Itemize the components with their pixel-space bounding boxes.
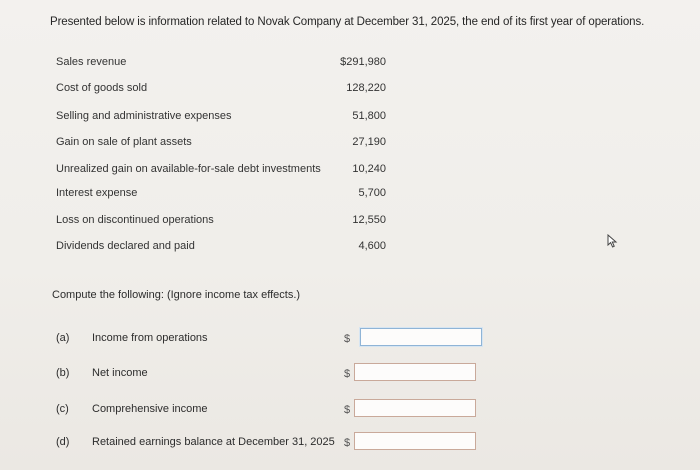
question-letter: (c) — [56, 403, 69, 415]
item-row-dividends — [56, 240, 386, 258]
item-row-interest-expense — [56, 187, 386, 205]
item-value: $291,980 — [340, 56, 386, 68]
currency-symbol: $ — [344, 368, 351, 380]
question-row-d — [56, 432, 486, 454]
item-label: Dividends declared and paid — [56, 240, 195, 252]
currency-symbol: $ — [344, 404, 351, 416]
item-value: 51,800 — [352, 110, 386, 122]
item-label: Unrealized gain on available-for-sale debt investments — [56, 163, 321, 175]
currency-symbol: $ — [344, 333, 351, 345]
question-label: Retained earnings balance at December 31, 2025 — [92, 436, 335, 448]
item-row-unrealized-gain — [56, 163, 386, 181]
question-label: Comprehensive income — [92, 403, 208, 415]
item-row-selling-admin-expenses — [56, 110, 386, 128]
question-label: Net income — [92, 367, 148, 379]
item-value: 5,700 — [358, 187, 386, 199]
item-row-cost-of-goods-sold — [56, 82, 386, 100]
item-label: Cost of goods sold — [56, 82, 148, 94]
question-letter: (a) — [56, 332, 70, 344]
currency-symbol: $ — [344, 437, 351, 449]
net-income-input[interactable] — [354, 363, 476, 381]
question-row-b — [56, 363, 486, 385]
item-label: Interest expense — [56, 187, 138, 199]
question-letter: (d) — [56, 436, 70, 448]
instructions: Compute the following: (Ignore income tax effects.) — [52, 289, 301, 301]
income-from-operations-input[interactable] — [360, 328, 482, 346]
retained-earnings-input[interactable] — [354, 432, 476, 450]
item-label: Selling and administrative expenses — [56, 110, 232, 122]
item-value: 128,220 — [346, 82, 386, 94]
item-value: 12,550 — [352, 214, 386, 226]
question-label: Income from operations — [92, 332, 208, 344]
item-row-loss-discontinued — [56, 214, 386, 232]
question-letter: (b) — [56, 367, 70, 379]
item-value: 4,600 — [358, 240, 386, 252]
question-row-c — [56, 399, 486, 421]
item-value: 10,240 — [352, 163, 386, 175]
question-row-a — [56, 328, 486, 350]
item-row-gain-on-sale — [56, 136, 386, 154]
problem-statement: Presented below is information related to Novak Company at December 31, 2025, the end of its first year of operations. — [50, 16, 645, 28]
item-label: Loss on discontinued operations — [56, 214, 214, 226]
item-label: Sales revenue — [56, 56, 127, 68]
item-label: Gain on sale of plant assets — [56, 136, 192, 148]
comprehensive-income-input[interactable] — [354, 399, 476, 417]
item-value: 27,190 — [352, 136, 386, 148]
mouse-pointer-icon — [607, 234, 619, 248]
item-row-sales-revenue — [56, 56, 386, 74]
